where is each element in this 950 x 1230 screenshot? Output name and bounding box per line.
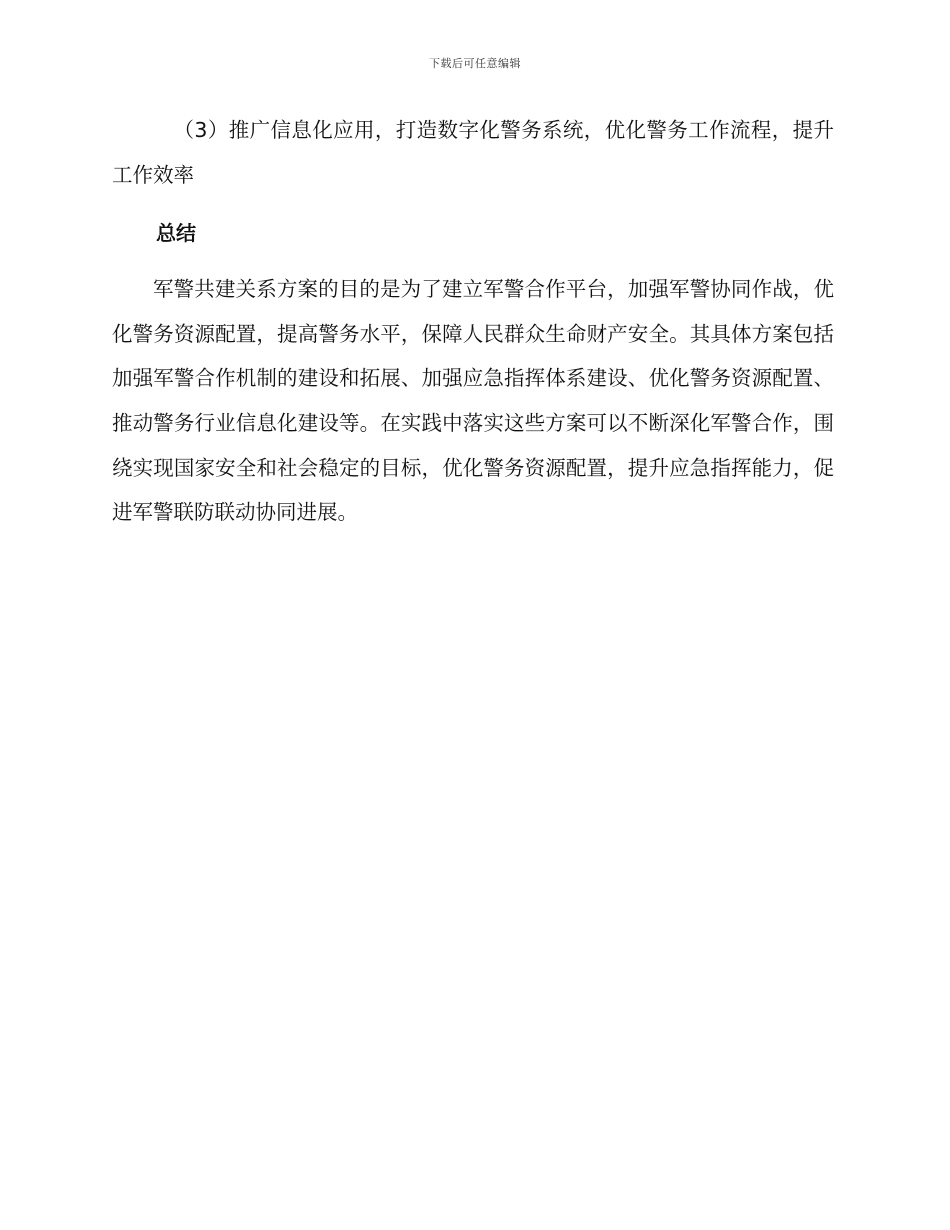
- summary-paragraph: 军警共建关系方案的目的是为了建立军警合作平台，加强军警协同作战，优化警务资源配置，提高警务水平，保障人民群众生命财产安全。其具体方案包括加强军警合作机制的建设和拓展、加强应急指挥体系建设、优化警务资源配置、推动警务行业信息化建设等。在实践中落实这些方案可以不断深化军警合作，围绕实现国家安全和社会稳定的目标，优化警务资源配置，提升应急指挥能力，促进军警联防联动协同进展。: [112, 277, 834, 525]
- section-title-summary: 总结: [156, 221, 196, 246]
- document-body: [112, 108, 834, 535]
- header-note: 下载后可任意编辑: [429, 57, 521, 70]
- list-item-3: （3）推广信息化应用，打造数字化警务系统，优化警务工作流程，提升工作效率: [112, 118, 834, 187]
